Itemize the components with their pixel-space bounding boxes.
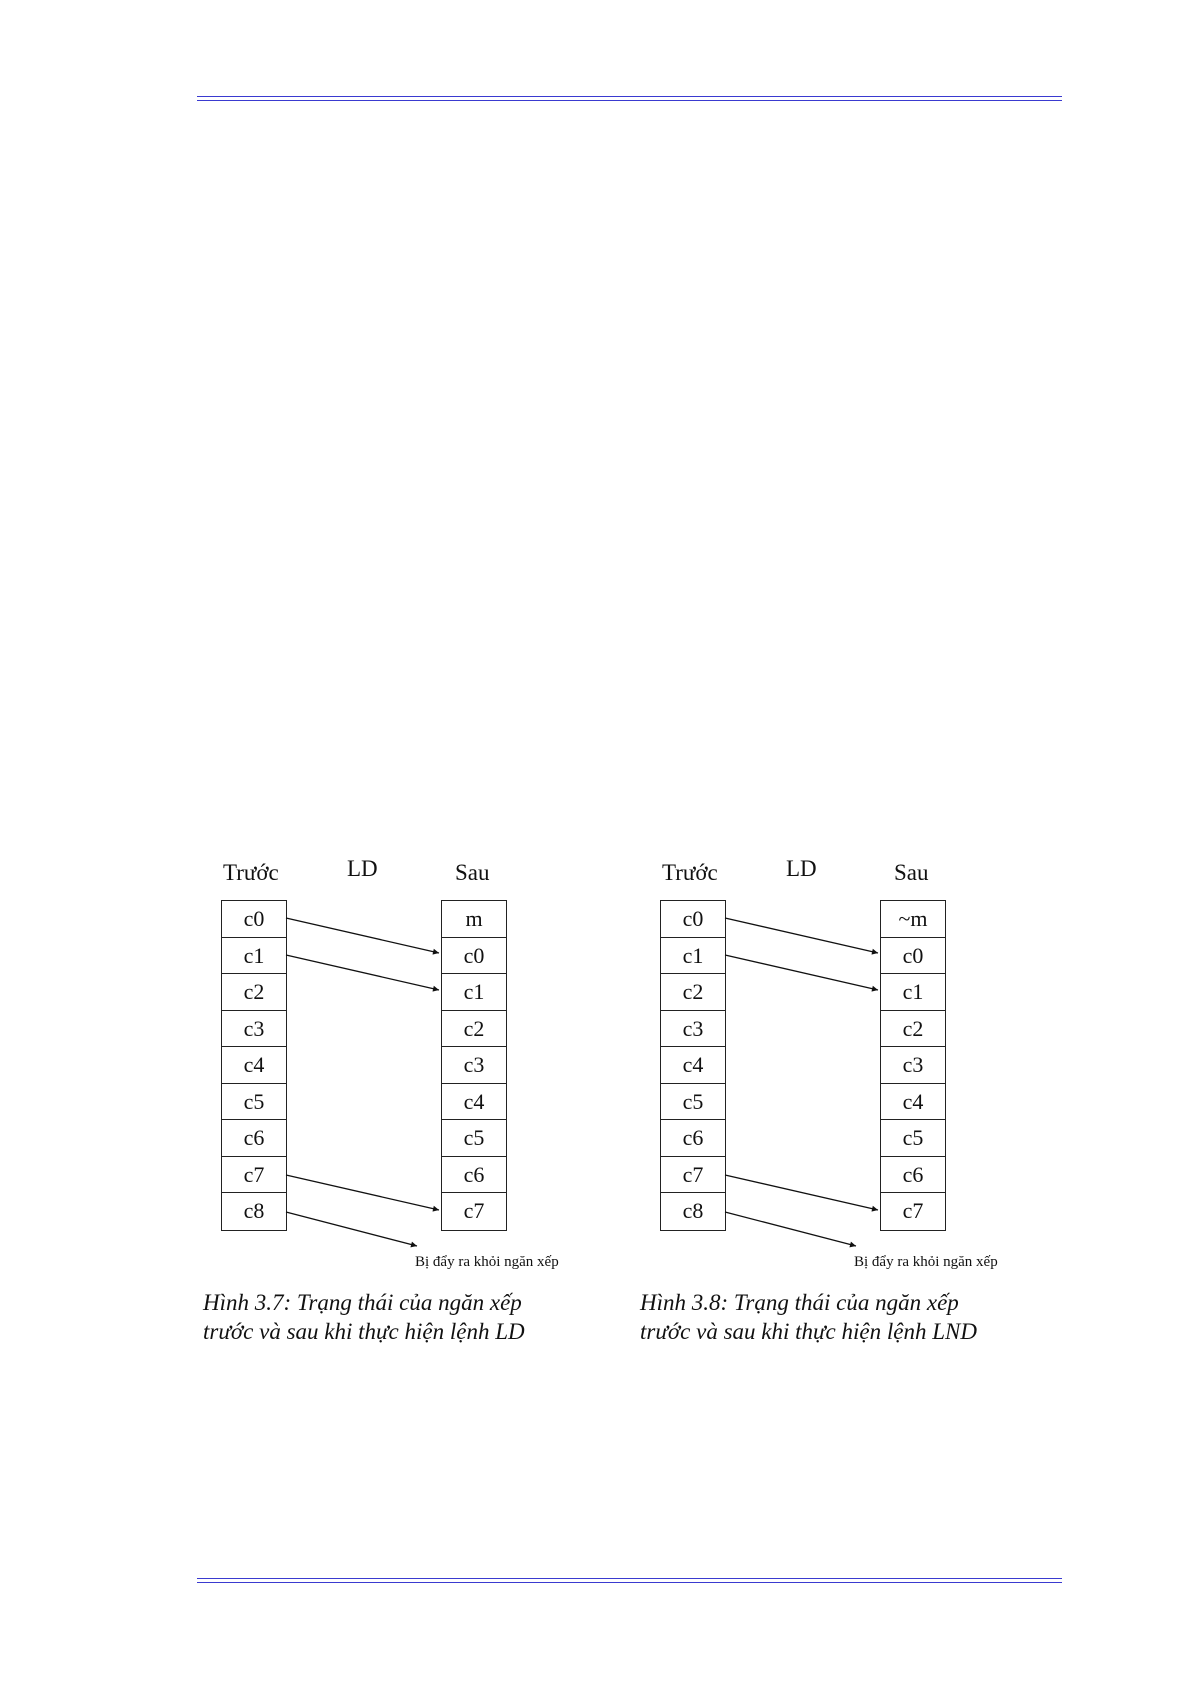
stack-cell: c6 [661,1120,725,1157]
stack-cell: c0 [222,901,286,938]
shift-arrows [636,850,1066,1350]
stack-cell: c2 [881,1011,945,1048]
arrow-c1 [286,955,439,990]
stack-cell: m [442,901,506,938]
figure-3-8 [636,850,1066,1350]
header-rule [197,96,1062,101]
stack-cell: c1 [881,974,945,1011]
stack-cell: c6 [881,1157,945,1194]
stack-cell: c0 [442,938,506,975]
stack-cell: c7 [463,1198,485,1223]
stack-cell: c7 [902,1198,924,1223]
stack-cell: c5 [881,1120,945,1157]
stack-cell: c8 [682,1198,704,1223]
stack-cell: c1 [222,938,286,975]
caption-line: trước và sau khi thực hiện lệnh LND [640,1319,977,1344]
pushed-out-label: Bị đẩy ra khỏi ngăn xếp [854,1254,998,1270]
stack-cell: c3 [222,1011,286,1048]
stack-cell: c1 [661,938,725,975]
caption-line: Hình 3.7: Trạng thái của ngăn xếp [203,1290,522,1315]
stack-cell: c2 [222,974,286,1011]
arrow-c7 [725,1175,878,1210]
stack-cell: ~m [881,901,945,938]
stack-cell: c3 [881,1047,945,1084]
stack-cell: c6 [442,1157,506,1194]
before-label: Trước [662,860,718,885]
stack-cell: c0 [661,901,725,938]
after-label: Sau [894,860,929,885]
after-label: Sau [455,860,490,885]
stack-cell: c3 [661,1011,725,1048]
shift-arrows [197,850,627,1350]
figure-caption [640,1288,1070,1346]
footer-rule [197,1578,1062,1583]
arrow-c0 [725,918,878,953]
stack-cell: c7 [661,1157,725,1194]
before-label: Trước [223,860,279,885]
caption-line: trước và sau khi thực hiện lệnh LD [203,1319,525,1344]
stack-cell: c2 [661,974,725,1011]
pushed-out-label: Bị đẩy ra khỏi ngăn xếp [415,1254,559,1270]
stack-cell: c7 [222,1157,286,1194]
stack-cell: c8 [243,1198,265,1223]
arrow-c7 [286,1175,439,1210]
stack-cell: c5 [442,1120,506,1157]
stack-cell: c4 [222,1047,286,1084]
stack-cell: c3 [442,1047,506,1084]
caption-line: Hình 3.8: Trạng thái của ngăn xếp [640,1290,959,1315]
arrow-c0 [286,918,439,953]
figure-caption [203,1288,633,1346]
stack-cell: c0 [881,938,945,975]
stack-cell: c6 [222,1120,286,1157]
stack-cell: c5 [661,1084,725,1121]
operation-label: LD [347,856,378,881]
figure-3-7 [197,850,627,1350]
stack-cell: c2 [442,1011,506,1048]
stack-cell: c4 [442,1084,506,1121]
operation-label: LD [786,856,817,881]
stack-cell: c5 [222,1084,286,1121]
arrow-c1 [725,955,878,990]
stack-cell: c4 [661,1047,725,1084]
arrow-c8 [725,1212,856,1246]
arrow-c8 [286,1212,417,1246]
stack-cell: c1 [442,974,506,1011]
stack-cell: c4 [881,1084,945,1121]
